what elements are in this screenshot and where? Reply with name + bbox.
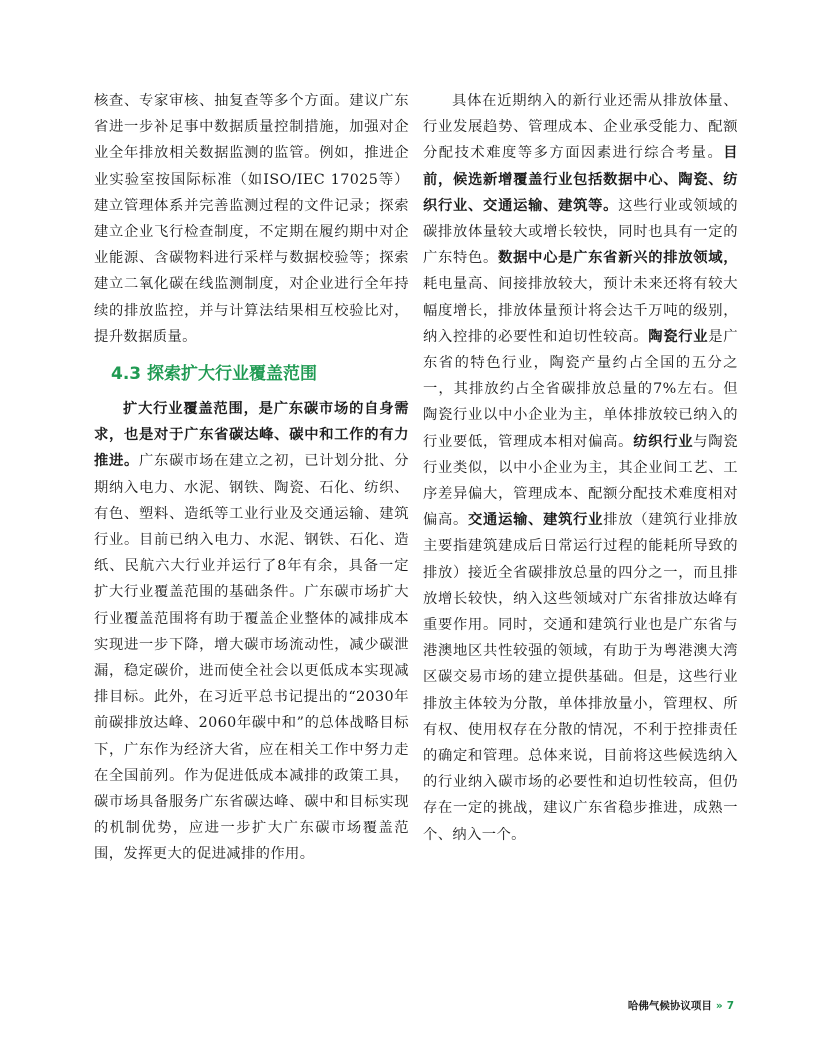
body-paragraph: [94, 396, 409, 868]
emphasis-text: 数据中心是广东省新兴的排放领域，: [498, 250, 738, 267]
section-heading: 4.3 探索扩大行业覆盖范围: [111, 364, 318, 385]
emphasis-text: 纺织行业: [633, 433, 694, 450]
emphasis-text: 扩大行业覆盖范围，是广东碳市场的自身需求，也是对于广东省碳达峰、碳中和工作的有力推进。: [94, 401, 409, 470]
body-text: 排放（建筑行业排放主要指建筑建成后日常运行过程的能耗所导致的排放）接近全省碳排放总量的四分之一，而且排放增长较快，纳入这些领域对广东省排放达峰有重要作用。同时，交通和建筑行业也是广东省与港澳地区共性较强的领域，有助于为粤港澳大湾区碳交易市场的建立提供基础。但是，这些行业排放主体较为分散，单体排放量小，管理权、所有权、使用权存在分散的情况，不利于控排责任的确定和管理。总体来说，目前将这些候选纳入的行业纳入碳市场的必要性和迫切性较高，但仍存在一定的挑战，建议广东省稳步推进，成熟一个、纳入一个。: [423, 512, 738, 843]
emphasis-text: 交通运输、建筑行业: [468, 512, 604, 529]
left-column: [94, 88, 409, 868]
body-text: 是广东省的特色行业，陶瓷产量约占全国的五分之一，其排放约占全省碳排放总量的7%左右。但陶瓷行业以中小企业为主，单体排放较已纳入的行业要低，管理成本相对偏高。: [423, 328, 738, 450]
body-text: 与陶瓷行业类似，以中小企业为主，其企业间工艺、工序差异偏大，管理成本、配额分配技术难度相对偏高。: [423, 433, 738, 529]
body-text: 广东碳市场在建立之初，已计划分批、分期纳入电力、水泥、钢铁、陶瓷、石化、纺织、有色、塑料、造纸等工业行业及交通运输、建筑行业。目前已纳入电力、水泥、钢铁、石化、造纸、民航六大行业并运行了8年有余，具备一定扩大行业覆盖范围的基础条件。广东碳市场扩大行业覆盖范围将有助于覆盖企业整体的减排成本实现进一步下降，增大碳市场流动性，减少碳泄漏，稳定碳价，进而使全社会以更低成本实现减排目标。此外，在习近平总书记提出的“2030年前碳排放达峰、2060年碳中和”的总体战略目标下，广东作为经济大省，应在相关工作中努力走在全国前列。作为促进低成本减排的政策工具，碳市场具备服务广东省碳达峰、碳中和目标实现的机制优势，应进一步扩大广东碳市场覆盖范围，发挥更大的促进减排的作用。: [94, 453, 409, 863]
right-column: [423, 88, 738, 848]
body-text: 耗电量高、间接排放较大，预计未来还将有较大幅度增长，排放体量预计将会达千万吨的级别，纳入控排的必要性和迫切性较高。: [423, 276, 738, 345]
footer-label: 哈佛气候协议项目: [627, 1000, 712, 1012]
body-text: 这些行业或领域的碳排放体量较大或增长较快，同时也具有一定的广东特色。: [423, 197, 739, 267]
page-footer: [628, 998, 734, 1013]
body-text: 具体在近期纳入的新行业还需从排放体量、行业发展趋势、管理成本、企业承受能力、配额分配技术难度等多方面因素进行综合考量。: [423, 93, 738, 162]
body-paragraph: [423, 88, 738, 848]
page-number: 7: [726, 1000, 734, 1012]
emphasis-text: 陶瓷行业: [648, 328, 709, 345]
body-paragraph: 核查、专家审核、抽复查等多个方面。建议广东省进一步补足事中数据质量控制措施，加强对企业全年排放相关数据监测的监管。例如，推进企业实验室按国际标准（如ISO/IEC 17025等）建立管理体系并完善监测过程的文件记录；探索建立企业飞行检查制度，不定期在履约期中对企业能源、含碳物料进行采样与数据校验等；探索建立二氧化碳在线监测制度，对企业进行全年持续的排放监控，并与计算法结果相互校验比对，提升数据质量。: [94, 93, 409, 345]
footer-separator: »: [715, 1000, 723, 1012]
emphasis-text: 目前，候选新增覆盖行业包括数据中心、陶瓷、纺织行业、交通运输、建筑等。: [423, 145, 738, 214]
